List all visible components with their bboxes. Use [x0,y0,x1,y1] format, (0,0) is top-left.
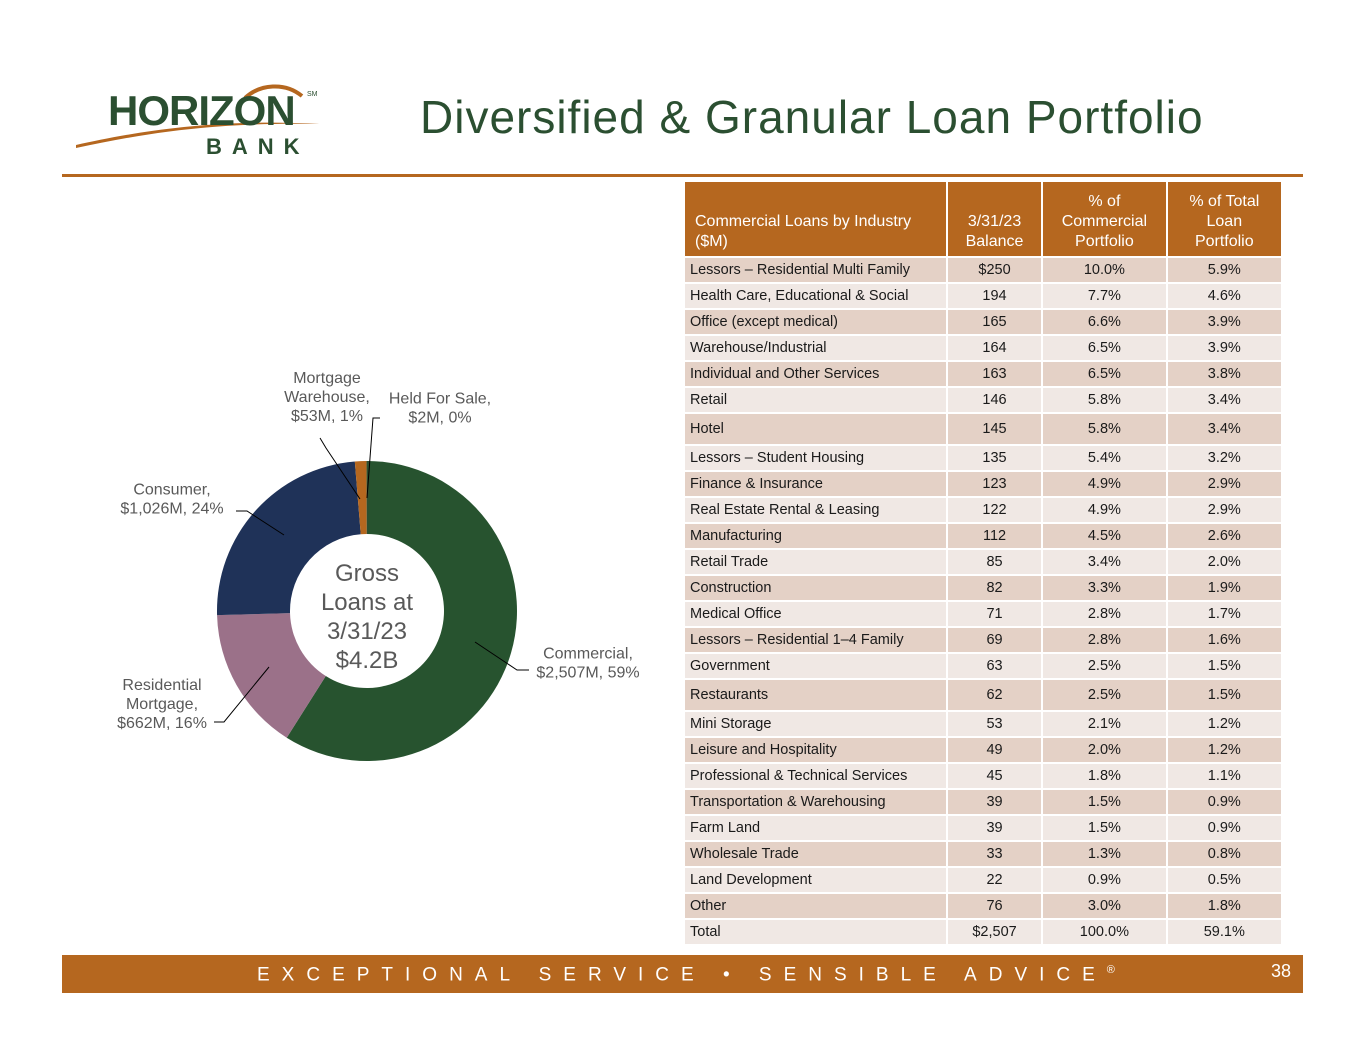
cell-pct-total: 0.9% [1168,790,1281,814]
cell-industry: Hotel [685,414,946,444]
cell-balance: $250 [948,258,1041,282]
cell-pct-commercial: 4.5% [1043,524,1165,548]
cell-pct-commercial: 5.8% [1043,388,1165,412]
cell-industry: Government [685,654,946,678]
cell-balance: 146 [948,388,1041,412]
cell-pct-commercial: 6.5% [1043,362,1165,386]
cell-balance: 49 [948,738,1041,762]
cell-pct-total: 0.5% [1168,868,1281,892]
cell-industry: Manufacturing [685,524,946,548]
cell-industry: Professional & Technical Services [685,764,946,788]
table-header-row [685,182,1281,256]
cell-pct-commercial: 1.5% [1043,816,1165,840]
table-row [685,524,1281,548]
cell-pct-total: 1.5% [1168,654,1281,678]
table-row [685,764,1281,788]
cell-balance: 45 [948,764,1041,788]
table-row [685,284,1281,308]
logo-subword: BANK [206,134,310,159]
header-pct-total: % of Total Loan Portfolio [1168,182,1281,256]
cell-industry: Real Estate Rental & Leasing [685,498,946,522]
table-row [685,628,1281,652]
cell-pct-total: 3.4% [1168,388,1281,412]
cell-pct-commercial: 10.0% [1043,258,1165,282]
cell-balance: 76 [948,894,1041,918]
label-mortgage-warehouse-line: Mortgage [293,370,361,387]
footer-bar [62,955,1303,993]
label-mortgage-warehouse [284,370,370,425]
cell-balance: 145 [948,414,1041,444]
cell-pct-commercial: 100.0% [1043,920,1165,944]
cell-industry: Lessors – Residential Multi Family [685,258,946,282]
cell-industry: Restaurants [685,680,946,710]
cell-balance: $2,507 [948,920,1041,944]
cell-industry: Other [685,894,946,918]
cell-industry: Warehouse/Industrial [685,336,946,360]
cell-pct-total: 59.1% [1168,920,1281,944]
cell-pct-total: 2.0% [1168,550,1281,574]
label-residential-mortgage [117,677,207,732]
cell-balance: 39 [948,816,1041,840]
cell-pct-total: 0.8% [1168,842,1281,866]
label-held-for-sale [389,391,491,427]
table-row [685,680,1281,710]
cell-pct-total: 0.9% [1168,816,1281,840]
cell-balance: 82 [948,576,1041,600]
cell-pct-commercial: 1.8% [1043,764,1165,788]
cell-balance: 22 [948,868,1041,892]
cell-balance: 85 [948,550,1041,574]
label-mortgage-warehouse-line: $53M, 1% [290,408,364,425]
logo-service-mark: SM [307,91,318,98]
label-consumer-line: Consumer, [133,481,211,499]
registered-mark: ® [1106,964,1115,976]
label-residential-mortgage-line: Mortgage, [125,696,199,713]
cell-balance: 33 [948,842,1041,866]
cell-balance: 71 [948,602,1041,626]
table-total-row [685,920,1281,944]
table-row [685,654,1281,678]
cell-pct-total: 3.9% [1168,336,1281,360]
table-row [685,310,1281,334]
table-row [685,258,1281,282]
cell-pct-commercial: 6.5% [1043,336,1165,360]
cell-industry: Land Development [685,868,946,892]
cell-pct-total: 1.8% [1168,894,1281,918]
cell-industry: Total [685,920,946,944]
cell-pct-commercial: 5.4% [1043,446,1165,470]
cell-industry: Wholesale Trade [685,842,946,866]
table-row [685,388,1281,412]
cell-pct-total: 3.9% [1168,310,1281,334]
table-row [685,602,1281,626]
cell-pct-total: 3.4% [1168,414,1281,444]
table-row [685,550,1281,574]
title-divider [62,174,1303,177]
cell-pct-total: 1.2% [1168,712,1281,736]
cell-pct-commercial: 2.8% [1043,602,1165,626]
label-commercial-line: $2,507M, 59% [536,664,640,682]
label-commercial [536,646,639,682]
cell-industry: Medical Office [685,602,946,626]
footer-tagline: EXCEPTIONAL SERVICE • SENSIBLE ADVICE® [257,964,1115,986]
cell-pct-total: 1.5% [1168,680,1281,710]
cell-pct-total: 4.6% [1168,284,1281,308]
cell-industry: Lessors – Residential 1–4 Family [685,628,946,652]
label-consumer-line: $1,026M, 24% [120,500,224,518]
table-row [685,790,1281,814]
cell-pct-commercial: 1.5% [1043,790,1165,814]
cell-industry: Farm Land [685,816,946,840]
donut-center-label [321,560,413,674]
cell-balance: 163 [948,362,1041,386]
cell-pct-commercial: 2.0% [1043,738,1165,762]
cell-pct-commercial: 3.4% [1043,550,1165,574]
cell-balance: 194 [948,284,1041,308]
cell-pct-total: 2.9% [1168,472,1281,496]
horizon-bank-logo [70,78,340,168]
donut-center-line: $4.2B [335,647,399,674]
cell-pct-commercial: 2.5% [1043,680,1165,710]
cell-industry: Leisure and Hospitality [685,738,946,762]
cell-industry: Mini Storage [685,712,946,736]
cell-balance: 39 [948,790,1041,814]
cell-pct-total: 1.6% [1168,628,1281,652]
cell-balance: 165 [948,310,1041,334]
header-industry: Commercial Loans by Industry ($M) [685,182,946,256]
cell-balance: 123 [948,472,1041,496]
cell-industry: Retail [685,388,946,412]
table-row [685,362,1281,386]
cell-pct-total: 1.7% [1168,602,1281,626]
cell-industry: Health Care, Educational & Social [685,284,946,308]
page-number: 38 [1270,961,1291,981]
table-row [685,712,1281,736]
cell-pct-total: 1.2% [1168,738,1281,762]
donut-center-line: 3/31/23 [326,618,408,645]
cell-pct-commercial: 2.5% [1043,654,1165,678]
label-consumer [120,482,223,518]
table-row [685,894,1281,918]
cell-balance: 164 [948,336,1041,360]
table-row [685,414,1281,444]
cell-industry: Lessors – Student Housing [685,446,946,470]
cell-pct-commercial: 2.8% [1043,628,1165,652]
cell-pct-commercial: 4.9% [1043,498,1165,522]
label-residential-mortgage-line: Residential [122,677,202,694]
donut-center-line: Gross [334,560,400,587]
table-row [685,472,1281,496]
table-row [685,816,1281,840]
cell-balance: 112 [948,524,1041,548]
label-held-for-sale-line: $2M, 0% [408,409,472,427]
donut-center-line: Loans at [320,589,414,616]
header-pct-commercial: % of Commercial Portfolio [1043,182,1165,256]
cell-pct-commercial: 7.7% [1043,284,1165,308]
cell-pct-commercial: 6.6% [1043,310,1165,334]
cell-industry: Individual and Other Services [685,362,946,386]
cell-industry: Retail Trade [685,550,946,574]
cell-balance: 53 [948,712,1041,736]
cell-pct-total: 3.2% [1168,446,1281,470]
header-balance: 3/31/23 Balance [948,182,1041,256]
cell-industry: Office (except medical) [685,310,946,334]
commercial-loans-table [683,180,1283,946]
cell-industry: Construction [685,576,946,600]
cell-pct-total: 1.1% [1168,764,1281,788]
cell-pct-total: 3.8% [1168,362,1281,386]
cell-balance: 122 [948,498,1041,522]
cell-industry: Transportation & Warehousing [685,790,946,814]
cell-balance: 69 [948,628,1041,652]
cell-balance: 63 [948,654,1041,678]
table-row [685,738,1281,762]
cell-pct-commercial: 1.3% [1043,842,1165,866]
label-mortgage-warehouse-line: Warehouse, [284,389,370,406]
cell-pct-commercial: 5.8% [1043,414,1165,444]
table-row [685,576,1281,600]
label-residential-mortgage-line: $662M, 16% [117,715,207,732]
cell-balance: 135 [948,446,1041,470]
cell-pct-commercial: 2.1% [1043,712,1165,736]
label-commercial-line: Commercial, [543,645,633,663]
cell-pct-total: 5.9% [1168,258,1281,282]
table-row [685,868,1281,892]
table-row [685,498,1281,522]
cell-pct-total: 1.9% [1168,576,1281,600]
cell-pct-commercial: 4.9% [1043,472,1165,496]
cell-pct-commercial: 0.9% [1043,868,1165,892]
cell-pct-commercial: 3.3% [1043,576,1165,600]
table-row [685,842,1281,866]
cell-pct-commercial: 3.0% [1043,894,1165,918]
cell-pct-total: 2.9% [1168,498,1281,522]
page-title: Diversified & Granular Loan Portfolio [420,91,1204,143]
loan-portfolio-donut-chart [62,180,682,950]
label-held-for-sale-line: Held For Sale, [388,390,492,408]
cell-balance: 62 [948,680,1041,710]
logo-wordmark: HORIZON [108,87,295,134]
table-row [685,446,1281,470]
table-row [685,336,1281,360]
cell-industry: Finance & Insurance [685,472,946,496]
cell-pct-total: 2.6% [1168,524,1281,548]
